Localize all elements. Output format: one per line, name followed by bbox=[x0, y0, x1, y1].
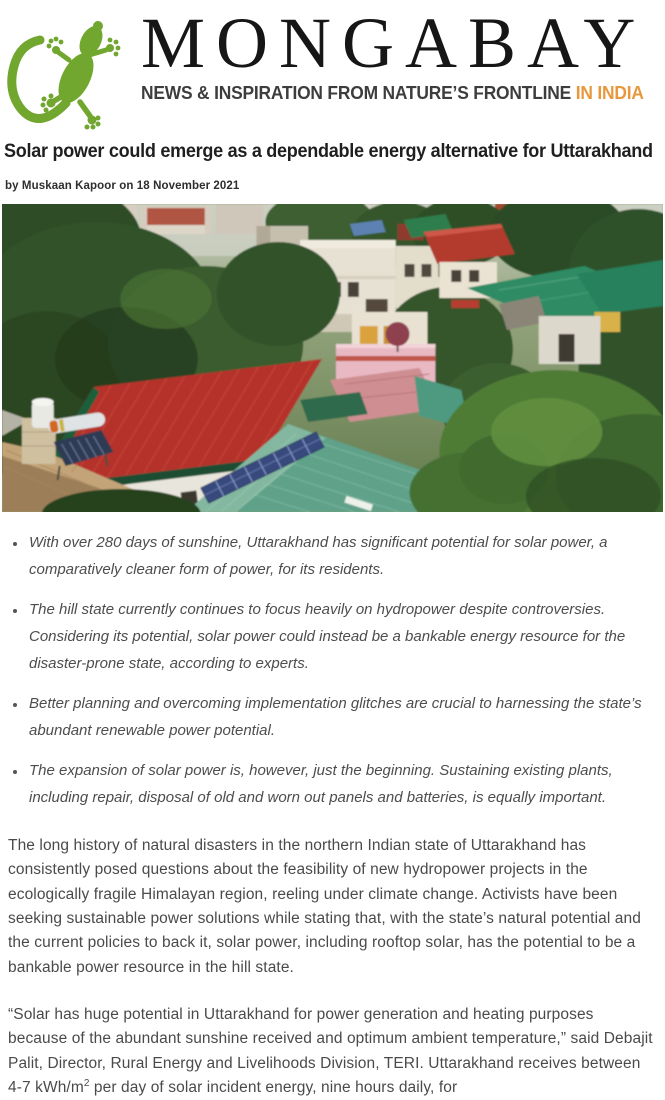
paragraph-text: per day of solar incident energy, nine hours daily, for bbox=[89, 1078, 458, 1096]
key-point-item: • With over 280 days of sunshine, Uttarakhand has significant potential for solar power, a comparatively cleaner form of power, for its residents. bbox=[27, 529, 655, 583]
paragraph-text: “Solar has huge potential in Uttarakhand for power generation and heating purposes because of the abundant sunshine received and optimum ambient temperature,” said Debajit Palit, Director, Rural Energy and Livelihoods Division, TERI. Uttarakhand receives between 4-7 kWh/m bbox=[8, 1005, 653, 1096]
key-point-item: • Better planning and overcoming implementation glitches are crucial to harnessing the state’s abundant renewable power potential. bbox=[27, 690, 655, 744]
brand-wordmark: MONGABAY bbox=[141, 3, 647, 83]
article-paragraph: The long history of natural disasters in the northern Indian state of Uttarakhand has consistently posed questions about the feasibility of new hydropower projects in the ecologically fragile Himalayan region, reeling under climate change. Activists have been seeking sustainable power solutions while stating that, with the state’s natural potential and the current policies to back it, solar power, including rooftop solar, has the potential to be a bankable power resource in the hill state. bbox=[8, 837, 641, 976]
article-paragraph bbox=[8, 1003, 655, 1100]
brand-tagline bbox=[141, 81, 644, 104]
key-point-item: • The expansion of solar power is, however, just the beginning. Sustaining existing plants, including repair, disposal of old and worn out panels and batteries, is equally important. bbox=[27, 757, 655, 811]
hero-image bbox=[2, 204, 663, 512]
key-points-list bbox=[0, 529, 665, 811]
article-byline: by Muskaan Kapoor on 18 November 2021 bbox=[5, 180, 240, 192]
article-title: Solar power could emerge as a dependable energy alternative for Uttarakhand bbox=[4, 141, 653, 162]
tagline-accent: IN INDIA bbox=[575, 81, 644, 103]
superscript: 2 bbox=[83, 1077, 90, 1089]
site-header bbox=[0, 0, 665, 134]
mongabay-logo-link[interactable] bbox=[0, 0, 665, 134]
brand-text bbox=[141, 3, 665, 104]
gecko-icon bbox=[6, 6, 124, 134]
tagline-main: NEWS & INSPIRATION FROM NATURE’S FRONTLINE bbox=[141, 81, 576, 103]
key-point-item: • The hill state currently continues to focus heavily on hydropower despite controversies. Considering its potential, solar power could instead be a bankable energy resource for the disaster-prone state, according to experts. bbox=[27, 596, 655, 677]
